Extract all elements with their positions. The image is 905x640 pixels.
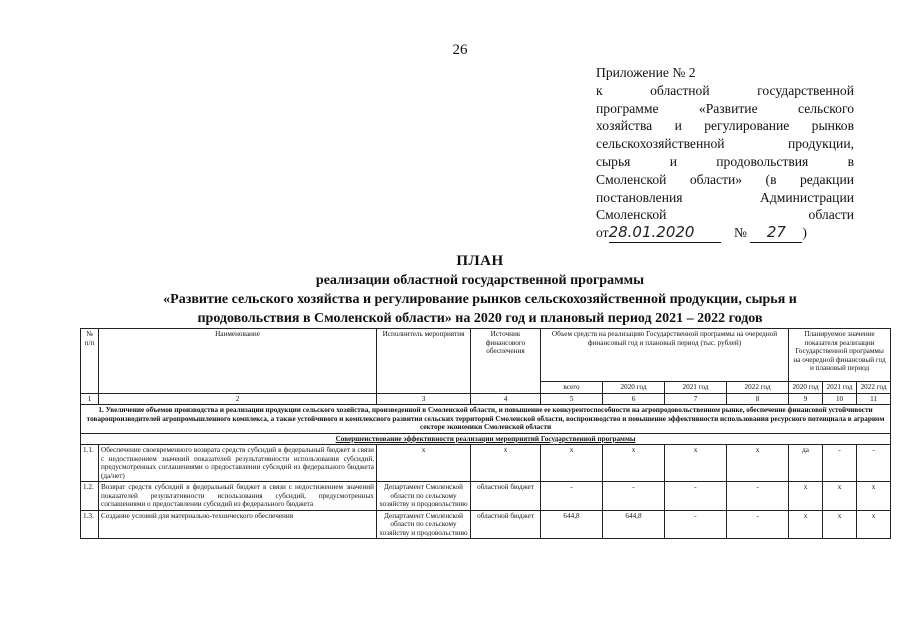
row-name: Обеспечение своевременного возврата средств субсидий в федеральный бюджет в связи с недостижением значений показателей результативности использования субсидий, предусмотренных соглашениями о предоставлении субсидий из федерального бюджета (да/нет) [99,445,377,482]
col-number: 11 [857,393,891,405]
row-name: Создание условий для материально-технического обеспечения [99,510,377,539]
plan-title [80,252,880,328]
col-number: 2 [99,393,377,405]
appendix-line: сырья и продовольствия в [596,153,854,169]
header-executor: Исполнитель мероприятия [377,329,471,394]
header-2020: 2020 год [603,382,665,394]
row-total: х [541,445,603,482]
row-name: Возврат средств субсидий в федеральный бюджет в связи с недостижением значений показателей результативности использования субсидий, предусмотренных соглашениями о предоставлении субсидий из федерального бюджета [99,482,377,511]
column-number-row [81,393,891,405]
row-total: 644,8 [541,510,603,539]
row-source: х [471,445,541,482]
header-indicator-2021: 2021 год [823,382,857,394]
row-total: - [541,482,603,511]
title-line: «Развитие сельского хозяйства и регулирование рынков сельскохозяйственной продукции, сырья и [163,292,797,307]
col-number: 8 [727,393,789,405]
row-2020: х [603,445,665,482]
row-source: областной бюджет [471,510,541,539]
appendix-line: сельскохозяйственной продукции, [596,136,854,152]
row-num: 1.1. [81,445,99,482]
appendix-line: постановления Администрации [596,189,854,205]
row-indicator-2021: х [823,510,857,539]
header-num: № п/п [81,329,99,394]
closing-paren: ) [802,225,807,241]
col-number: 7 [665,393,727,405]
row-executor: Департамент Смоленской области по сельскому хозяйству и продовольствию [377,510,471,539]
header-source: Источник финансового обеспечения [471,329,541,394]
appendix-line: к областной государственной [596,82,854,98]
col-number: 5 [541,393,603,405]
appendix-line: хозяйства и регулирование рынков [596,118,854,134]
table-row [81,482,891,511]
appendix-line: Приложение № 2 [596,65,696,80]
subsection-row [81,433,891,445]
row-indicator-2022: - [857,445,891,482]
section-row [81,405,891,434]
appendix-note [596,64,854,242]
header-indicator-2022: 2022 год [857,382,891,394]
appendix-signature-line [596,224,854,242]
subsection-title: Совершенствование эффективности реализации мероприятий Государственной программы [81,433,891,445]
row-2022: - [727,482,789,511]
header-total: всего [541,382,603,394]
col-number: 4 [471,393,541,405]
appendix-line: Смоленской области» (в редакции [596,171,854,187]
row-indicator-2022: х [857,482,891,511]
row-executor: Департамент Смоленской области по сельскому хозяйству и продовольствию [377,482,471,511]
handwritten-number: 27 [766,223,786,242]
page-number: 26 [452,42,468,58]
plan-table [80,328,891,539]
row-2021: х [665,445,727,482]
title-line: продовольствия в Смоленской области» на 2020 год и плановый период 2021 – 2022 годов [197,311,763,326]
row-2020: 644,8 [603,510,665,539]
header-indicator-2020: 2020 год [789,382,823,394]
appendix-line: программе «Развитие сельского [596,100,854,116]
header-2022: 2022 год [727,382,789,394]
row-num: 1.3. [81,510,99,539]
row-indicator-2020: х [789,482,823,511]
col-number: 9 [789,393,823,405]
table-row [81,445,891,482]
col-number: 10 [823,393,857,405]
row-indicator-2020: х [789,510,823,539]
row-executor: х [377,445,471,482]
section-title: 1. Увеличение объемов производства и реализации продукции сельского хозяйства, произведенной в Смоленской области, и повышение ее конкурентоспособности на агропродовольственном рынке, обеспечение финансовой устойчивости товаропроизводителей агропромышленного комплекса, а также устойчивого и комплексного развития сельских территорий Смоленской области, воспроизводство и повышение эффективности использования ресурсного потенциала в аграрном секторе экономики Смоленской области [81,405,891,434]
header-name: Наименование [99,329,377,394]
col-number: 6 [603,393,665,405]
col-number: 3 [377,393,471,405]
row-indicator-2020: да [789,445,823,482]
row-2021: - [665,510,727,539]
appendix-line: Смоленской области [596,207,854,223]
handwritten-date: 28.01.2020 [608,223,695,242]
header-indicator: Планируемое значение показателя реализации Государственной программы на очередной финансовый год и плановый период [789,329,891,382]
from-prefix: от [596,225,609,241]
header-funding: Объем средств на реализацию Государственной программы на очередной финансовый год и плановый период (тыс. рублей) [541,329,789,382]
row-indicator-2021: - [823,445,857,482]
row-indicator-2021: х [823,482,857,511]
col-number: 1 [81,393,99,405]
row-source: областной бюджет [471,482,541,511]
table-row [81,510,891,539]
title-line: реализации областной государственной программы [315,273,645,288]
row-indicator-2022: х [857,510,891,539]
row-2022: - [727,510,789,539]
title-plan: ПЛАН [456,253,504,269]
row-num: 1.2. [81,482,99,511]
number-prefix: № [733,225,747,241]
header-row [81,329,891,382]
header-2021: 2021 год [665,382,727,394]
row-2022: х [727,445,789,482]
row-2021: - [665,482,727,511]
row-2020: - [603,482,665,511]
